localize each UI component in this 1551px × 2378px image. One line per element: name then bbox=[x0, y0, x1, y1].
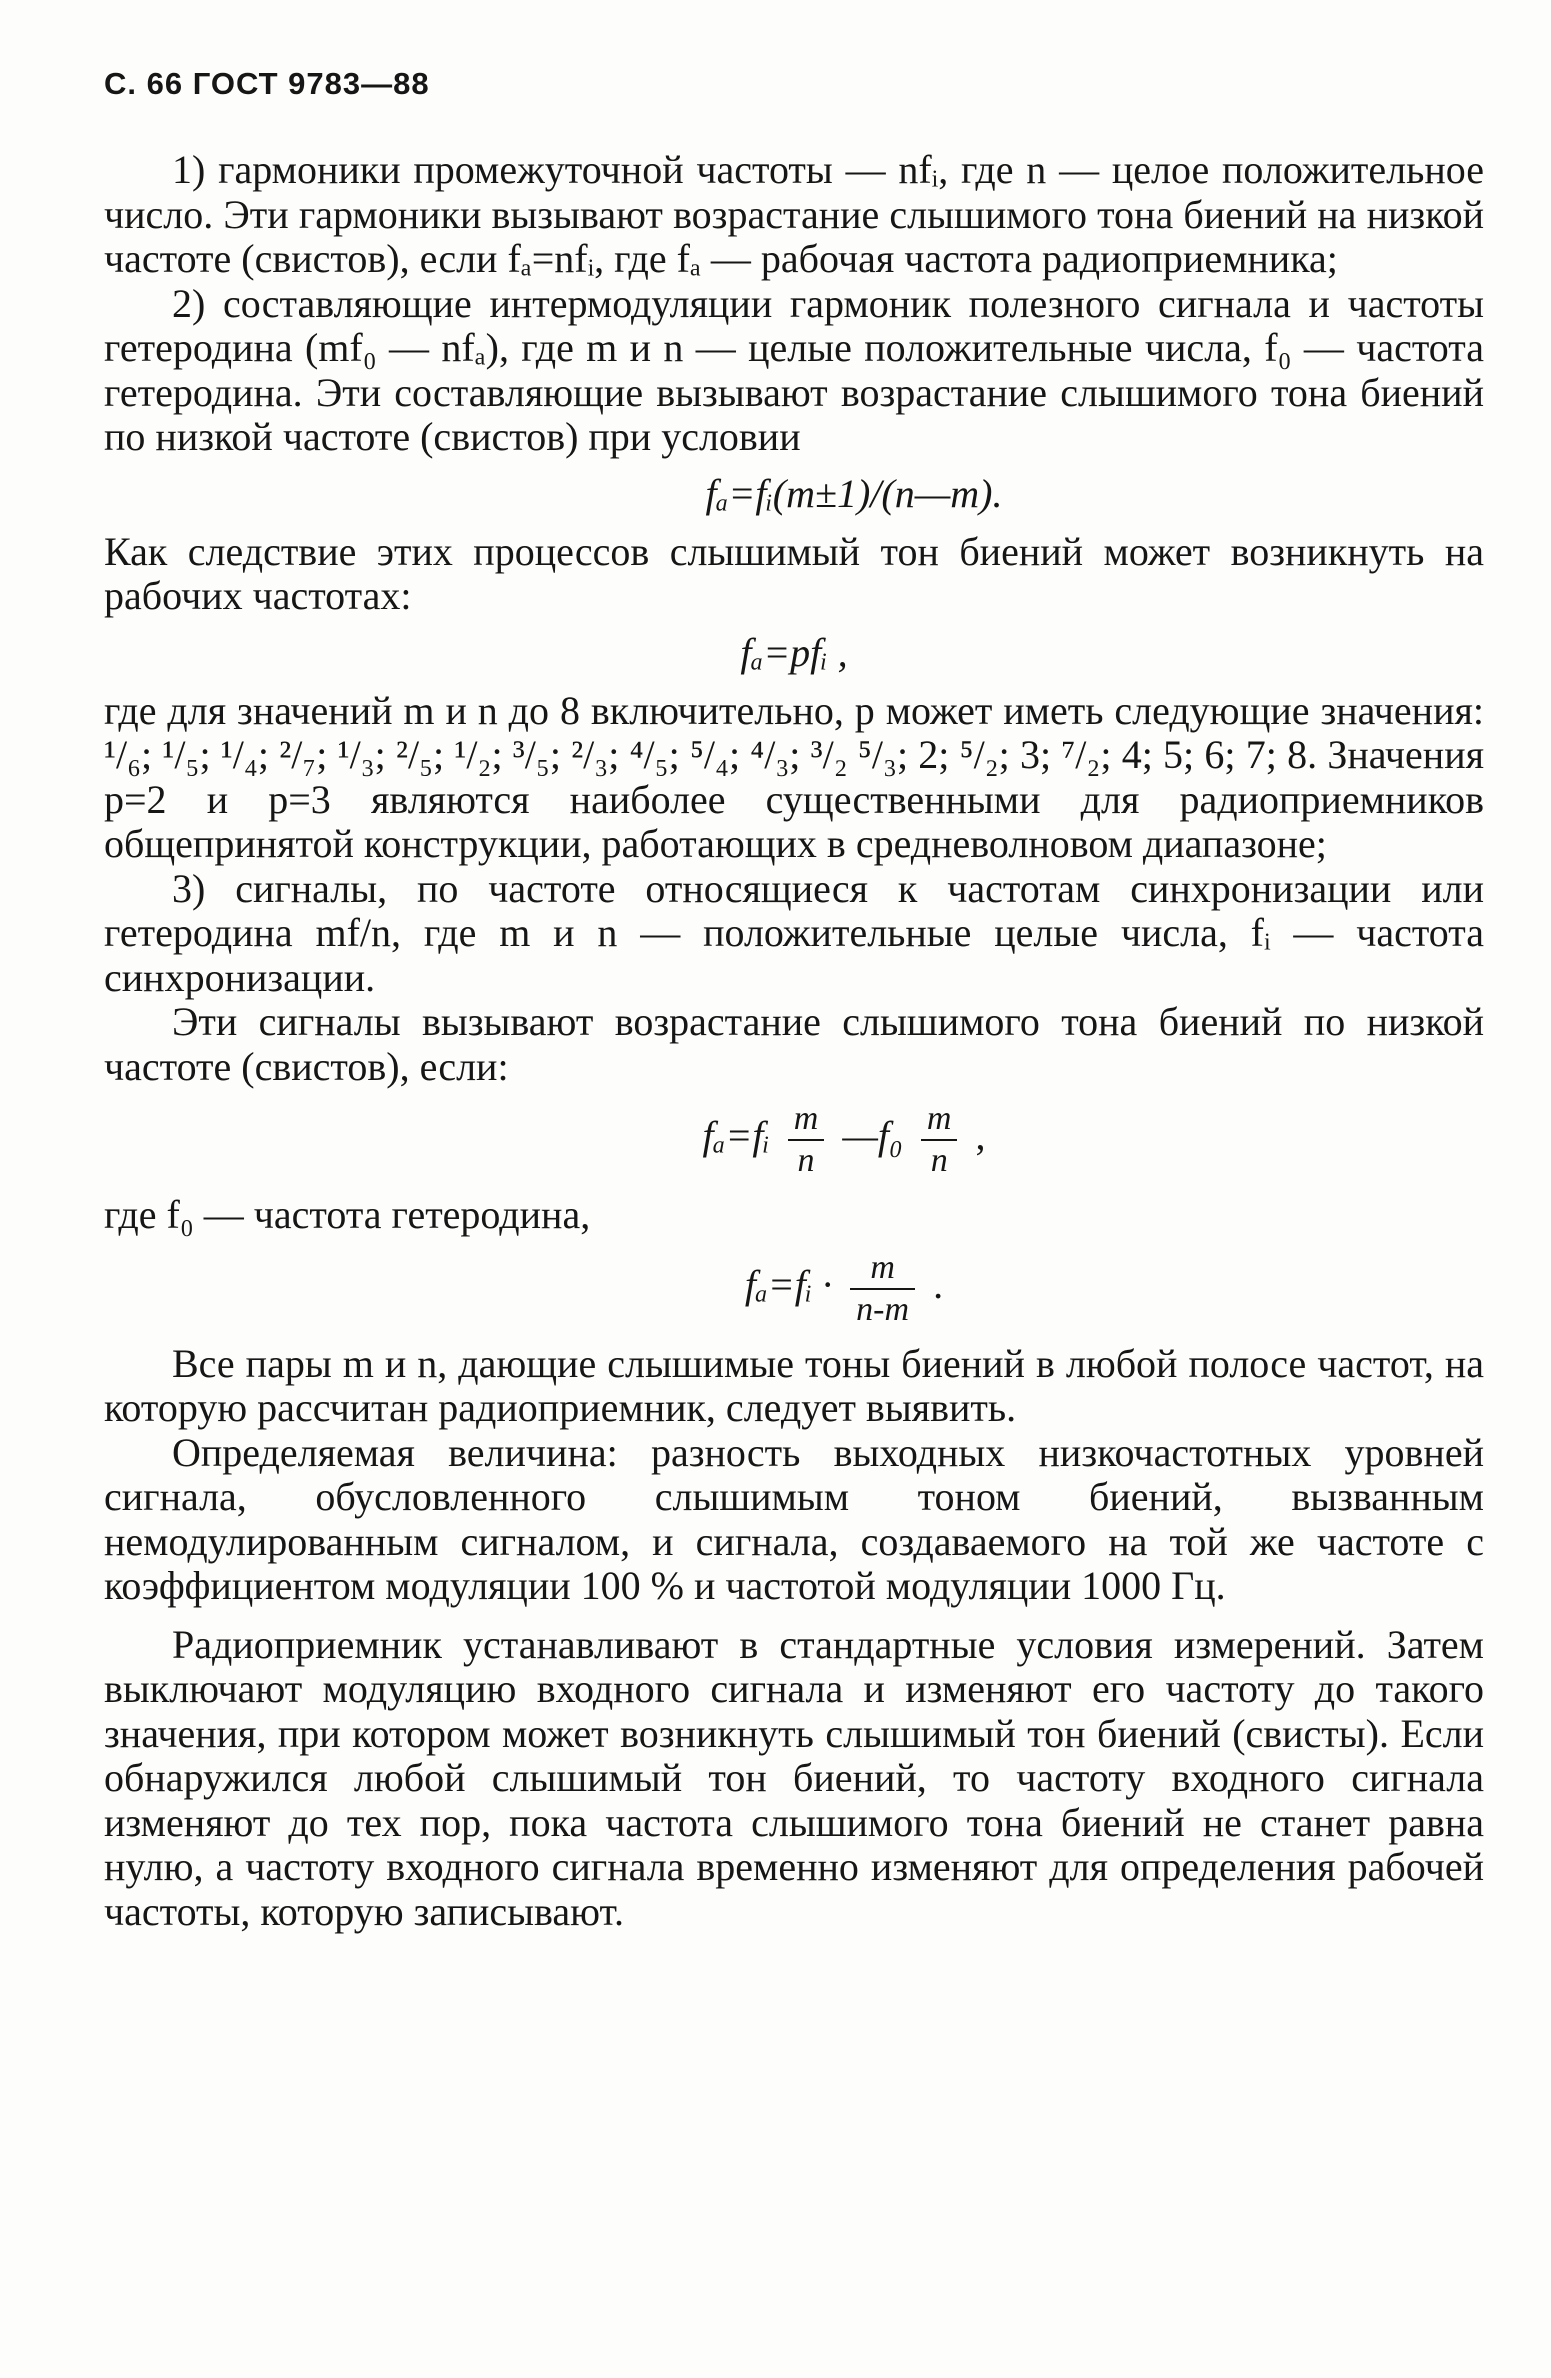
page-header: С. 66 ГОСТ 9783—88 bbox=[104, 66, 430, 101]
formula-beat-condition bbox=[104, 1099, 1484, 1181]
paragraph-signals-cause: Эти сигналы вызывают возрастание слышимого тона биений по низкой частоте (свистов), если: bbox=[104, 999, 1484, 1089]
formula-sync-condition bbox=[104, 1248, 1484, 1330]
paragraph-intermodulation: 2) составляющие интермодуляции гармоник полезного сигнала и частоты гетеродина (mf₀ — nfₐ), где m и n — целые положительные числа, f₀ — частота гетеродина. Эти составляющие вызывают возрастание слышимого тона биений по низкой частоте (свистов) при условии bbox=[104, 280, 1484, 459]
paragraph-harmonics-if: 1) гармоники промежуточной частоты — nfᵢ, где n — целое положительное число. Эти гармоники вызывают возрастание слышимого тона биений на низкой частоте (свистов), если fₐ=nfᵢ, где fₐ — рабочая частота радиоприемника; bbox=[104, 147, 1484, 281]
paragraph-p-values: где для значений m и n до 8 включительно, p может иметь следующие значения: ¹/₆; ¹/₅; ¹/₄; ²/₇; ¹/₃; ²/₅; ¹/₂; ³/₅; ²/₃; ⁴/₅; ⁵/₄; ⁴/₃; ³/₂ ⁵/₃; 2; ⁵/₂; 3; ⁷/₂; 4; 5; 6; 7; 8. Значения p=2 и p=3 являются наиболее существенными для радиоприемников общепринятой конструкции, работающих в средневолновом диапазоне; bbox=[104, 687, 1484, 866]
paragraph-procedure: Радиоприемник устанавливают в стандартные условия измерений. Затем выключают модуляцию входного сигнала и изменяют его частоту до такого значения, при котором может возникнуть слышимый тон биений (свисты). Если обнаружился любой слышимый тон биений, то частоту входного сигнала изменяют до тех пор, пока частота слышимого тона биений не станет равна нулю, а частоту входного сигнала временно изменяют для определения рабочей частоты, которую записывают. bbox=[104, 1621, 1484, 1934]
fraction-denominator: n bbox=[921, 1139, 958, 1181]
formula-middle: —f₀ bbox=[842, 1113, 903, 1159]
paragraph-measured-quantity: Определяемая величина: разность выходных низкочастотных уровней сигнала, обусловленного слышимым тоном биений, вызванным немодулированным сигналом, и сигнала, создаваемого на той же частоте с коэффициентом модуляции 100 % и частотой модуляции 1000 Гц. bbox=[104, 1429, 1484, 1608]
fraction bbox=[788, 1099, 825, 1181]
page-content bbox=[104, 148, 1484, 1934]
formula-lhs: fₐ=fᵢ bbox=[702, 1113, 770, 1159]
paragraph-all-pairs: Все пары m и n, дающие слышимые тоны биений в любой полосе частот, на которую рассчитан радиоприемник, следует выявить. bbox=[104, 1340, 1484, 1430]
paragraph-heterodyne-def: где f₀ — частота гетеродина, bbox=[104, 1192, 591, 1237]
fraction-denominator: n-m bbox=[850, 1288, 915, 1330]
paragraph-consequence: Как следствие этих процессов слышимый тон биений может возникнуть на рабочих частотах: bbox=[104, 528, 1484, 618]
fraction bbox=[850, 1248, 915, 1330]
paragraph-sync-signals: 3) сигналы, по частоте относящиеся к частотам синхронизации или гетеродина mf/n, где m и n — положительные целые числа, fᵢ — частота синхронизации. bbox=[104, 865, 1484, 1000]
formula-operating-frequency: fₐ=fᵢ(m±1)/(n—m). bbox=[705, 470, 1003, 516]
fraction bbox=[921, 1099, 958, 1181]
formula-tail: , bbox=[975, 1113, 986, 1159]
fraction-denominator: n bbox=[788, 1139, 825, 1181]
fraction-numerator: m bbox=[870, 1248, 895, 1286]
fraction-numerator: m bbox=[926, 1100, 952, 1137]
formula-lhs: fₐ=fᵢ · bbox=[744, 1261, 833, 1307]
fraction-numerator: m bbox=[793, 1100, 819, 1137]
formula-tail: . bbox=[933, 1261, 944, 1307]
formula-p-multiple: fₐ=pfᵢ , bbox=[740, 629, 848, 675]
